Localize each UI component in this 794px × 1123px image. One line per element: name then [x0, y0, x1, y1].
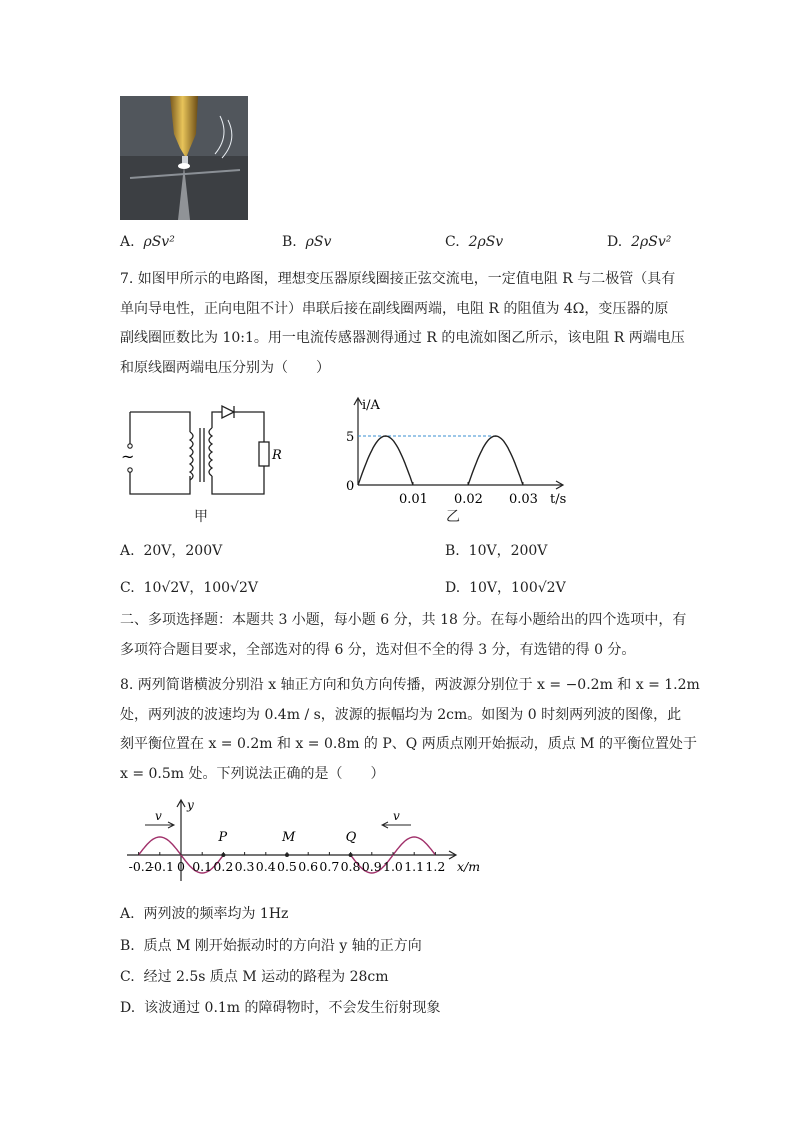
point-Q — [349, 853, 353, 857]
circuit-caption: 甲 — [194, 509, 208, 525]
x-tick-label: 0 — [177, 859, 185, 874]
graph-caption: 乙 — [446, 509, 460, 525]
wave-graph — [115, 795, 495, 885]
welding-photo — [120, 96, 248, 220]
x-tick-label: 0.1 — [192, 859, 213, 874]
point-label-Q: Q — [345, 830, 357, 845]
q8-option-d: D. 该波通过 0.1m 的障碍物时，不会发生衍射现象 — [120, 1000, 441, 1016]
x-tick-label: -0.1 — [149, 859, 174, 874]
velocity-label-right: v — [393, 809, 400, 823]
current-pulse-1 — [358, 436, 413, 485]
x-tick-label: 0.8 — [340, 859, 361, 874]
current-pulse-2 — [468, 436, 523, 485]
x-tick-label: 0.01 — [399, 492, 428, 507]
x-tick-label: 0.3 — [234, 859, 255, 874]
point-label-P: P — [218, 830, 228, 845]
q7-option-a: A. 20V，200V — [120, 543, 223, 559]
x-axis-label: x/m — [457, 859, 481, 874]
q8-option-b: B. 质点 M 刚开始振动时的方向沿 y 轴的正方向 — [120, 938, 422, 954]
y-tick-label-0: 0 — [346, 479, 355, 494]
velocity-label-left: v — [155, 809, 162, 823]
x-tick-label: 0.4 — [255, 859, 276, 874]
ac-source-symbol: ~ — [121, 447, 135, 466]
q6-option-a: A. ρSv² — [120, 234, 175, 250]
x-tick-label: -0.2 — [128, 859, 153, 874]
q8-stem: 8. 两列简谐横波分别沿 x 轴正方向和负方向传播，两波源分别位于 x = −0.2m 和 x = 1.2m 处，两列波的波速均为 0.4m / s，波源的振幅均为 2cm。如图为 0 时刻两列波的图像，此 刻平衡位置在 x = 0.2m 和 x = 0.8m 的 P、Q 两质点刚开始振动，质点 M 的平衡位置处于 x = 0.5m 处。下列说法正确的是（ ） — [120, 677, 700, 782]
resistor-label: R — [272, 448, 282, 463]
point-P — [221, 853, 225, 857]
q7-option-d: D. 10V，100√2V — [445, 580, 566, 596]
x-tick-label: 0.6 — [298, 859, 319, 874]
x-tick-label: 0.02 — [454, 492, 483, 507]
x-tick-label: 0.03 — [509, 492, 538, 507]
section-2-header: 二、多项选择题：本题共 3 小题，每小题 6 分，共 18 分。在每小题给出的四个选项中，有 多项符合题目要求，全部选对的得 6 分，选对但不全的得 3 分，有选错的得 0 分。 — [120, 612, 687, 658]
q7-option-c: C. 10√2V，100√2V — [120, 580, 258, 596]
circuit-diagram — [118, 398, 282, 503]
y-axis-label: y — [187, 798, 194, 812]
x-tick-label: 1.2 — [425, 859, 446, 874]
q7-stem: 7. 如图甲所示的电路图，理想变压器原线圈接正弦交流电，一定值电阻 R 与二极管（具有 单向导电性，正向电阻不计）串联后接在副线圈两端，电阻 R 的阻值为 4Ω，变压器的原 副线圈匝数比为 10:1。用一电流传感器测得通过 R 的电流如图乙所示，该电阻 R 两端电压 和原线圈两端电压分别为（ ） — [120, 271, 685, 376]
x-tick-label: 0.9 — [361, 859, 382, 874]
y-tick-label-5: 5 — [346, 430, 355, 445]
q6-option-b: B. ρSv — [282, 234, 332, 250]
q6-option-c: C. 2ρSv — [445, 234, 504, 250]
x-tick-label: 1.1 — [404, 859, 425, 874]
q8-option-a: A. 两列波的频率均为 1Hz — [120, 906, 289, 922]
x-tick-label: 0.5 — [277, 859, 297, 874]
q7-option-b: B. 10V，200V — [445, 543, 548, 559]
x-tick-label: 0.7 — [319, 859, 340, 874]
x-axis-label: t/s — [550, 492, 567, 507]
point-M — [285, 853, 289, 857]
q8-option-c: C. 经过 2.5s 质点 M 运动的路程为 28cm — [120, 969, 389, 985]
current-graph — [330, 393, 580, 508]
q6-option-d: D. 2ρSv² — [607, 234, 672, 250]
point-label-M: M — [282, 830, 296, 845]
x-tick-label: 1.0 — [383, 859, 403, 874]
x-tick-label: 0.2 — [213, 859, 234, 874]
y-axis-label: i/A — [362, 398, 380, 413]
